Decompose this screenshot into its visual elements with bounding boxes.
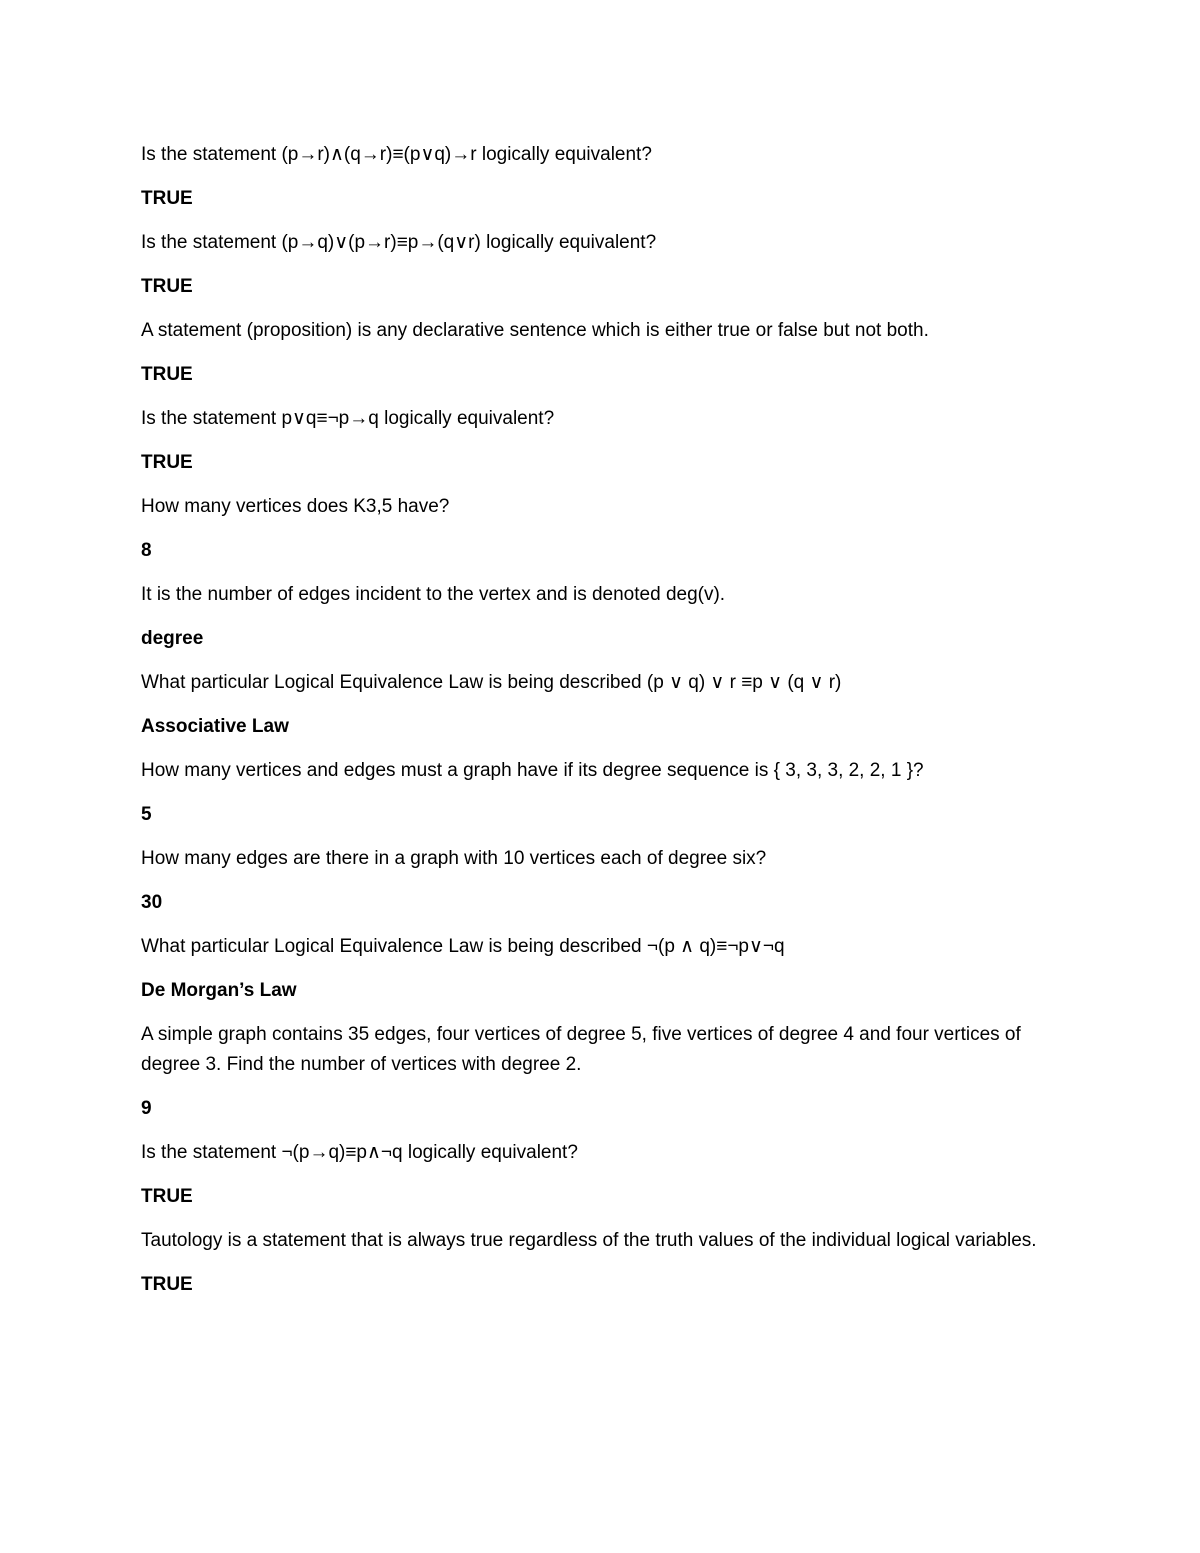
qa-item: [141, 756, 1071, 830]
question-text: How many edges are there in a graph with 10 vertices each of degree six?: [141, 848, 767, 869]
answer-text: Associative Law: [141, 716, 289, 737]
answer-text: TRUE: [141, 452, 193, 473]
answer-text: 9: [141, 1098, 152, 1119]
qa-item: [141, 1138, 1071, 1212]
qa-list: [141, 140, 1071, 1314]
question-text: A statement (proposition) is any declarative sentence which is either true or false but not both.: [141, 320, 929, 341]
answer-text: De Morgan’s Law: [141, 980, 297, 1001]
answer-text: TRUE: [141, 276, 193, 297]
qa-item: [141, 316, 1071, 390]
question-text: How many vertices does K3,5 have?: [141, 496, 450, 517]
question-text: Is the statement (p→q)∨(p→r)≡p→(q∨r) logically equivalent?: [141, 232, 657, 253]
qa-item: [141, 404, 1071, 478]
answer-text: TRUE: [141, 364, 193, 385]
question-text: Is the statement p∨q≡¬p→q logically equivalent?: [141, 408, 555, 429]
question-text: Is the statement (p→r)∧(q→r)≡(p∨q)→r logically equivalent?: [141, 144, 652, 165]
question-text: It is the number of edges incident to the vertex and is denoted deg⁡(v).: [141, 584, 726, 605]
answer-text: TRUE: [141, 1186, 193, 1207]
qa-item: [141, 932, 1071, 1006]
qa-item: [141, 1226, 1071, 1300]
question-text: What particular Logical Equivalence Law is being described (p ∨ q) ∨ r ≡p ∨ (q ∨ r): [141, 672, 842, 693]
qa-item: [141, 492, 1071, 566]
qa-item: [141, 844, 1071, 918]
question-text: What particular Logical Equivalence Law is being described ¬(p ∧ q)≡¬p∨¬q: [141, 936, 785, 957]
answer-text: TRUE: [141, 1274, 193, 1295]
answer-text: 30: [141, 892, 163, 913]
qa-item: [141, 228, 1071, 302]
question-text: Tautology is a statement that is always true regardless of the truth values of the individual logical variables.: [141, 1230, 1037, 1251]
qa-item: [141, 580, 1071, 654]
answer-text: 8: [141, 540, 152, 561]
answer-text: TRUE: [141, 188, 193, 209]
answer-text: degree: [141, 628, 204, 649]
answer-text: 5: [141, 804, 152, 825]
question-text: A simple graph contains 35 edges, four vertices of degree 5, five vertices of degree 4 and four vertices of degree 3. Find the number of vertices with degree 2.: [141, 1024, 1021, 1075]
question-text: How many vertices and edges must a graph have if its degree sequence is { 3, 3, 3, 2, 2, 1 }?: [141, 760, 924, 781]
qa-item: [141, 668, 1071, 742]
question-text: Is the statement ¬(p→q)≡p∧¬q logically equivalent?: [141, 1142, 578, 1163]
qa-item: [141, 1020, 1071, 1124]
qa-item: [141, 140, 1071, 214]
